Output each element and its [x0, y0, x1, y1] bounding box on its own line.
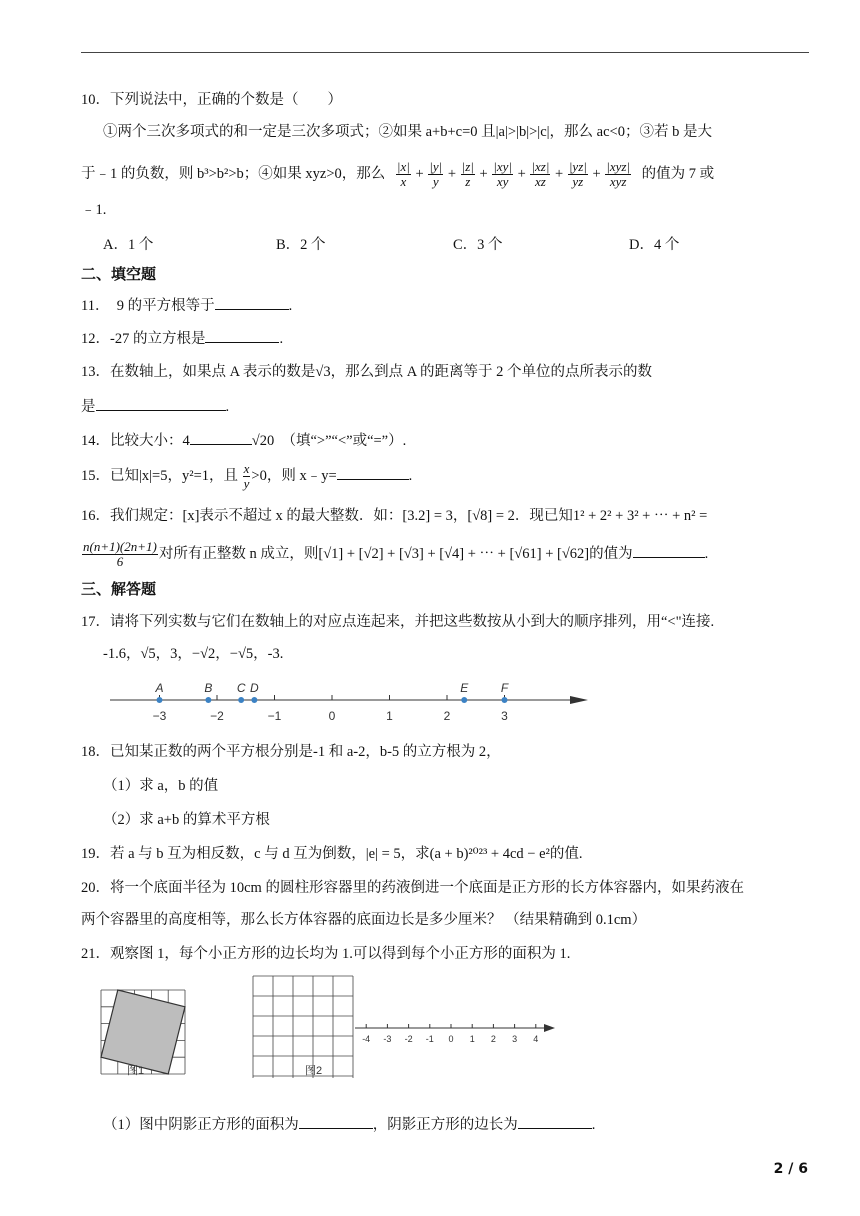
q16-text: 对所有正整数 n 成立，则[√1] + [√2] + [√3] + [√4] + ⋯ + [√61] + [√62]的值为 [158, 546, 633, 562]
q10-fraction-sum: $\frac{|x|}{x}$ + $\frac{|y|}{y}$ + $\frac{|z|}{z}$ + $\frac{|xy|}{xy}$ + $\frac{|xz|}{xz}$ + $\frac{|yz|}{yz}$ + $\frac{\text{|xyz|}}{\text{xyz}}$ [396, 159, 631, 189]
header-rule [81, 52, 809, 53]
q12-blank[interactable] [205, 328, 279, 343]
q21-sub1 [103, 1114, 595, 1135]
q10-fraction-5: $\frac{|yz|}{yz}$ [568, 159, 587, 189]
point-label-D: D [250, 681, 259, 695]
tick-label: 4 [533, 1034, 539, 1044]
tick-label: -4 [362, 1034, 371, 1044]
q11 [81, 295, 292, 316]
q15 [81, 462, 412, 491]
q15-text2: >0，则 x﹣y= [251, 468, 337, 484]
point-F [502, 697, 508, 703]
q14-hint: （填“>”“<”或“=”）. [281, 433, 407, 449]
point-A [157, 697, 163, 703]
q10-title: 10．下列说法中，正确的个数是（ ） [81, 92, 342, 108]
q21-sub1-end: . [591, 1117, 596, 1133]
q18-line2: （1）求 a，b 的值 [103, 778, 219, 794]
q10-option-d: D．4 个 [629, 237, 680, 253]
q21-sub1-text: （1）图中阴影正方形的面积为 [103, 1117, 299, 1133]
q21-blank-area[interactable] [299, 1114, 373, 1129]
q18-line1: 18．已知某正数的两个平方根分别是-1 和 a-2，b-5 的立方根为 2， [81, 744, 501, 760]
q10-option-b: B．2 个 [276, 237, 326, 253]
point-B [205, 697, 211, 703]
q14-text: 14．比较大小：4 [81, 433, 190, 449]
tick-label: −1 [267, 709, 282, 723]
q10-option-c: C．3 个 [453, 237, 503, 253]
q10-line3: ﹣1. [81, 202, 107, 218]
tick-label: 0 [448, 1034, 454, 1044]
q10-fraction-1: $\frac{|y|}{y}$ [429, 159, 443, 189]
figure2-grid [253, 976, 353, 1078]
section-fill-in: 二、填空题 [81, 265, 157, 283]
q15-text: 15．已知|x|=5，y²=1，且 [81, 468, 239, 484]
point-E [461, 697, 467, 703]
q12 [81, 328, 283, 349]
tick-label: 3 [512, 1034, 518, 1044]
q21-sub1-text2: ，阴影正方形的边长为 [372, 1117, 518, 1133]
tick-label: 0 [328, 709, 336, 723]
q10-fraction-4: $\frac{|xz|}{xz}$ [531, 159, 550, 189]
point-label-B: B [204, 681, 213, 695]
q16-blank[interactable] [633, 543, 705, 558]
q14 [81, 430, 406, 451]
q12-text: 12．-27 的立方根是 [81, 331, 206, 347]
q17-line2: -1.6，√5，3，−√2，−√5，-3. [103, 646, 284, 662]
q16-end: . [704, 546, 709, 562]
q11-end: . [288, 298, 293, 314]
q21-line1: 21．观察图 1，每个小正方形的边长均为 1.可以得到每个小正方形的面积为 1. [81, 946, 571, 962]
tick-label: 1 [469, 1034, 475, 1044]
tick-label: −3 [152, 709, 167, 723]
q13-end: . [225, 399, 230, 415]
q11-blank[interactable] [215, 295, 289, 310]
point-label-F: F [500, 681, 509, 695]
q16-line2 [81, 540, 708, 569]
q15-fraction: $\frac{x}{y}$ [243, 461, 250, 492]
q17-axis-marks [153, 681, 509, 723]
figure2-caption: 图2 [305, 1065, 323, 1077]
tick-label: −2 [210, 709, 224, 723]
q18-line3: （2）求 a+b 的算术平方根 [103, 812, 270, 828]
tick-label: 2 [443, 709, 451, 723]
point-D [251, 697, 257, 703]
q16-line1: 16．我们规定：[x]表示不超过 x 的最大整数．如：[3.2] = 3，[√8] = 2．现已知1² + 2² + 3² + ⋯ + n² = [81, 508, 708, 524]
point-C [238, 697, 244, 703]
q21-figures [95, 972, 565, 1078]
q10-line1: ①两个三次多项式的和一定是三次多项式；②如果 a+b+c=0 且|a|>|b|>|c|，那么 ac<0；③若 b 是大 [103, 124, 712, 140]
section-answer: 三、解答题 [81, 580, 157, 598]
point-label-C: C [236, 681, 246, 695]
q19: 19．若 a 与 b 互为相反数，c 与 d 互为倒数，|e| = 5，求(a + b)²⁰²³ + 4cd − e²的值. [81, 846, 583, 862]
q11-text: 11． 9 的平方根等于 [81, 298, 215, 314]
q13-text: 是 [81, 399, 96, 415]
q12-end: . [279, 331, 284, 347]
q10-fraction-2: $\frac{|z|}{z}$ [461, 159, 474, 189]
q16-fraction: $\frac{n(n+1)(2n+1)}{6}$ [83, 539, 157, 570]
q10-option-a: A．1 个 [103, 237, 154, 253]
tick-label: -3 [383, 1034, 392, 1044]
tick-label: -1 [425, 1034, 434, 1044]
q10-fraction-6: $\frac{\text{|xyz|}}{\text{xyz}}$ [606, 159, 631, 189]
shaded-square [101, 990, 185, 1074]
q10-fraction-3: $\frac{|xy|}{xy}$ [493, 159, 512, 189]
q10-line2-text: 于﹣1 的负数，则 b³>b²>b；④如果 xyz>0，那么 [81, 165, 386, 182]
point-label-A: A [155, 681, 164, 695]
tick-label: -2 [404, 1034, 413, 1044]
tick-label: 1 [386, 709, 393, 723]
figure2-number-line [362, 1024, 538, 1044]
q10-fraction-0: $\frac{|x|}{x}$ [396, 159, 410, 189]
q13-blank[interactable] [96, 396, 226, 411]
figure1-caption: 图1 [127, 1065, 145, 1077]
q10-line2-end: 的值为 7 或 [641, 165, 715, 182]
tick-label: 2 [490, 1034, 496, 1044]
q15-blank[interactable] [337, 465, 409, 480]
q21-blank-side[interactable] [518, 1114, 592, 1129]
q20-line2: 两个容器里的高度相等，那么长方体容器的底面边长是多少厘米？ （结果精确到 0.1cm） [81, 912, 647, 928]
q17-line1: 17．请将下列实数与它们在数轴上的对应点连起来，并把这些数按从小到大的顺序排列，用“<"连接. [81, 614, 715, 630]
q20-line1: 20．将一个底面半径为 10cm 的圆柱形容器里的药液倒进一个底面是正方形的长方体容器内，如果药液在 [81, 880, 744, 896]
point-label-E: E [460, 681, 469, 695]
page-number: 2 / 6 [773, 1161, 808, 1177]
q10-line2 [81, 160, 714, 189]
q14-sqrt: √20 [251, 433, 275, 449]
q13-line1: 13．在数轴上，如果点 A 表示的数是√3，那么到点 A 的距离等于 2 个单位的点所表示的数 [81, 364, 653, 380]
tick-label: 3 [501, 709, 508, 723]
q13-line2 [81, 396, 229, 417]
q17-number-line [100, 676, 600, 726]
q14-blank[interactable] [190, 430, 252, 445]
q15-end: . [408, 468, 413, 484]
